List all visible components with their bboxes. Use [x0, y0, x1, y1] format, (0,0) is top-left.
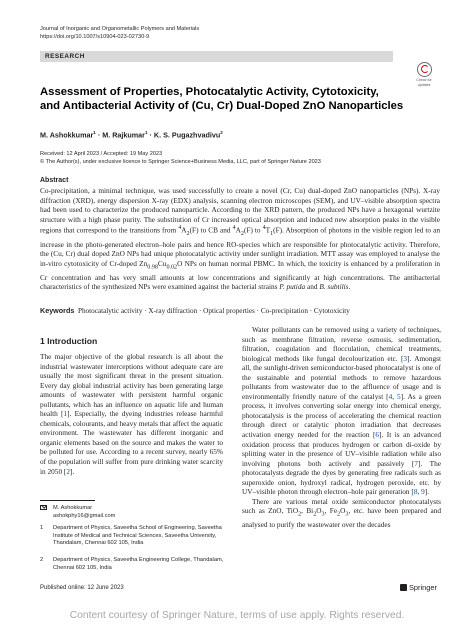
citation-link[interactable]: 2	[66, 466, 71, 476]
journal-name: Journal of Inorganic and Organometallic Polymers and Materials	[40, 26, 200, 32]
keywords-list: Photocatalytic activity · X-ray diffraction · Optical properties · Co-precipitation · Cytotoxicity	[77, 307, 350, 315]
article-dates	[40, 150, 321, 166]
abstract-text: (F) to CB and	[189, 225, 233, 235]
doi-link[interactable]: https://doi.org/10.1007/s10904-023-02730-9	[40, 33, 150, 40]
publisher-logo	[400, 583, 437, 592]
affiliation-1	[40, 525, 230, 548]
body-text: There are various metal oxide semiconductor photocatalysts such as ZnO, TiO	[242, 496, 441, 516]
title-line-2: and Antibacterial Activity of (Cu, Cr) Dual-Doped ZnO Nanoparticles	[40, 100, 404, 113]
abstract-text: O NPs on human normal PBMC. In which, the toxicity is enhanced by a proliferation in Cr concentration and has very small amounts at low concentrations and significantly at high concentrations. The antibacterial characteristics of the synthesized NPs were examined against the bacterial strains	[40, 258, 440, 292]
author-1-affil: 1	[93, 130, 96, 135]
citation-link[interactable]: 1	[63, 409, 68, 419]
body-text: ]. Especially, the dyeing industries release harmful chemicals, colourants, and heavy metals that affect the aquatic environment. The wastewater has different inorganic and organic elements based on the source and makes the water to be polluted for use. According to a recent survey, nearly 65% of the population will suffer from pure drinking water scarcity in 2050 [	[40, 409, 223, 476]
abstract-text: Co-precipitation, a minimal technique, was used successfully to create a novel (Cr, Cu) dual-doped ZnO nanoparticles (NPs). X-ray diffraction (XRD), energy dispersion X-ray (EDX) analysis, scanning electron microscopes (SEM), and UV–visible absorption spectra had been used to characterize the produced nanoparticle. According to the XRD pattern, the produced NPs have a hexagonal wurtzite structure with a high phase purity. The substitution of Cr increased optical absorption and induced new absorption peaks in the visible regions that correspond to the transitions from	[40, 186, 440, 235]
corresponding-name: M. Ashokkumar	[53, 505, 93, 511]
citation-link[interactable]: 9	[421, 487, 425, 497]
body-text: ,	[417, 487, 422, 497]
abstract-text: T	[265, 225, 271, 235]
abstract-body	[40, 186, 440, 292]
body-text: , Bi	[301, 506, 314, 516]
article-title	[40, 85, 440, 113]
citation-link[interactable]: 3	[403, 353, 408, 363]
superscript: 4	[232, 225, 236, 232]
superscript: 4	[262, 225, 266, 232]
subscript: 2	[298, 511, 302, 518]
author-2-affil: 1	[144, 130, 148, 135]
body-text: ]. Amongst all, the sunlight-driven semiconductor-based photocatalyst is one of the sustainable and potential methods to remove hazardous pollutants from wastewater due to the affluence of usage and is environmentally friendly nature of the catalyst [	[242, 353, 441, 401]
superscript: 4	[178, 225, 182, 232]
section-label: RESEARCH	[45, 52, 85, 60]
body-text: ].	[424, 487, 430, 497]
body-text: ].	[70, 466, 75, 476]
species-name: B. subtilis	[319, 282, 349, 292]
citation-link[interactable]: 4	[388, 391, 393, 401]
footnote-divider	[40, 500, 95, 501]
keywords-label: Keywords	[40, 306, 75, 315]
corresponding-author	[40, 505, 230, 520]
title-line-1: Assessment of Properties, Photocatalytic Activity, Cytotoxicity,	[40, 86, 379, 98]
abstract-text: A	[235, 225, 241, 235]
affiliation-2	[40, 557, 230, 572]
email-icon	[40, 505, 47, 510]
affiliation-marker: 2	[40, 557, 44, 563]
courtesy-notice: Content courtesy of Springer Nature, terms of use apply. Rights reserved.	[69, 610, 405, 621]
abstract-text: .	[348, 282, 351, 292]
body-text: O	[316, 506, 322, 516]
abstract-text: (F). Absorption of photons in the visible region led to an increase in the photo-generated electron–hole pairs and hence RO-species which are responsible for photocatalytic activity. Therefore, the (Cu, Cr) dual doped ZnO NPs had unique photocatalytic activity under sunlight irradiation. MTT assay was employed to analyse the in-vitro cytotoxicity of Cr-doped Zn	[40, 225, 440, 268]
published-date: Published online: 12 June 2023	[40, 585, 124, 591]
author-separator: ·	[147, 130, 154, 140]
citation-link[interactable]: 7	[414, 458, 419, 468]
author-2[interactable]: M. Rajkumar	[102, 130, 145, 140]
body-text: Water pollutants can be removed using a variety of techniques, such as membrane filtration, reverse osmosis, sedimentation, filtration, coagulation and flocculation, chemical treatments, biological methods like fungal decolourization etc. [	[242, 325, 441, 363]
subscript: 0.98	[147, 264, 158, 271]
check-updates-label-2: updates	[417, 83, 431, 88]
author-list	[40, 130, 223, 139]
author-3-affil: 2	[220, 130, 223, 135]
publisher-name: Springer	[409, 583, 437, 592]
keywords	[40, 306, 440, 316]
affiliation-text: Department of Physics, Saveetha School of Engineering, Saveetha Institute of Medical and Technical Sciences, Saveetha University, Thandalam, Chennai 602 105, India	[53, 525, 222, 547]
abstract-text: Cu	[157, 258, 167, 268]
affiliation-text: Department of Physics, Saveetha Engineering College, Thandalam, Chennai 602 105, India	[53, 557, 224, 571]
abstract-heading: Abstract	[40, 177, 69, 184]
copyright-line: © The Author(s), under exclusive licence to Springer Science+Business Media, LLC, part of Springer Nature 2023	[40, 159, 321, 165]
subscript: 2	[337, 511, 341, 518]
body-text: , etc. have been prepared and analysed to purify the wastewater over the decades	[242, 506, 441, 530]
body-text: O	[340, 506, 346, 516]
journal-info	[40, 26, 199, 41]
citation-link[interactable]: 5	[397, 391, 401, 401]
citation-link[interactable]: 6	[375, 430, 380, 440]
check-updates-icon	[417, 62, 432, 77]
check-for-updates-button[interactable]	[409, 62, 439, 87]
subscript: 2	[240, 231, 244, 238]
received-accepted: Received: 12 April 2023 / Accepted: 19 May 2023	[40, 151, 163, 157]
subscript: 2	[186, 231, 190, 238]
author-1[interactable]: M. Ashokkumar	[40, 130, 94, 140]
subscript: 2	[313, 511, 317, 518]
affiliation-marker: 1	[40, 525, 44, 531]
intro-right-column	[242, 325, 441, 530]
author-separator: ·	[95, 130, 103, 140]
author-3[interactable]: K. S. Pugazhvadivu	[153, 130, 221, 140]
body-text: ]. As a green process, it involves converting solar energy into chemical energy, photocatalysis is the process of accelerating the chemical reaction through direct or catalytic photon irradiation that decreases activation energy needed for the reaction [	[242, 391, 441, 440]
body-text: , Fe	[324, 506, 338, 516]
body-text: The major objective of the global research is all about the industrial wastewater interceptions without adequate care are usually the most significant threat in the present situation. Every day global industrial activity has been generating large amounts of wastewater with persistent harmful organic pollutants, which has an influence on aquatic life and human health [	[40, 352, 223, 419]
section-heading-introduction: 1 Introduction	[40, 336, 98, 346]
subscript: 1	[270, 231, 274, 238]
section-label-bar	[40, 51, 393, 62]
corresponding-email[interactable]: ashokphy16@gmail.com	[53, 512, 116, 519]
species-name: P. putida	[279, 282, 306, 292]
intro-left-column	[40, 352, 223, 476]
abstract-text: and	[305, 282, 320, 292]
check-updates-label-1: Check for	[416, 78, 432, 82]
body-text: ,	[392, 391, 398, 401]
subscript: 3	[345, 511, 349, 518]
abstract-text: (F) to	[243, 225, 263, 235]
citation-link[interactable]: 8	[413, 487, 418, 497]
body-text: ]. The photocatalysts degrade the dyes by generating free radicals such as superoxide onion, hydroxyl radical, hydrogen peroxide, etc. by UV–visible photon through electron–hole pair generation [	[242, 458, 441, 497]
subscript: 3	[321, 511, 325, 518]
abstract-text: A	[181, 225, 187, 235]
subscript: 0.02	[166, 264, 178, 271]
body-text: ]. It is an advanced oxidation process that produces hydrogen or carbon di-oxide by splitting water in the presence of UV–visible radiation while also involving photons both actively and passively [	[242, 430, 442, 468]
springer-horse-icon	[400, 584, 407, 591]
